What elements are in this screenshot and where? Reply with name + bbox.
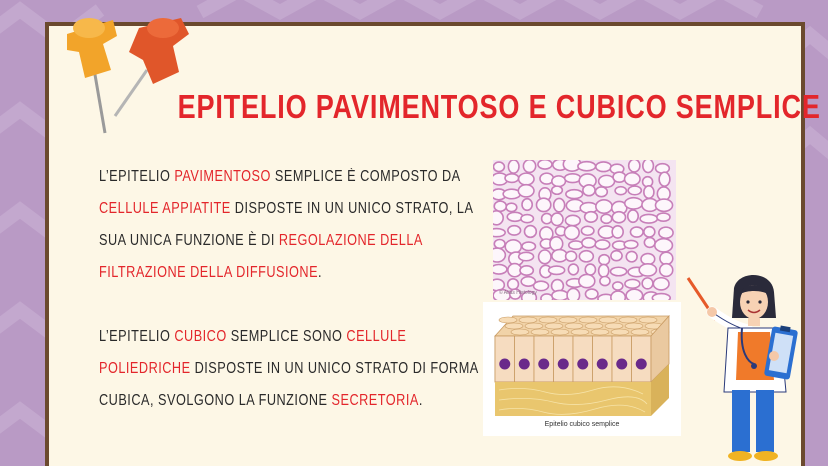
- alveolar-cell: [552, 186, 563, 194]
- highlight-term: CELLULE POLIEDRICHE: [99, 328, 407, 377]
- alveolar-cell: [659, 227, 673, 238]
- alveolar-cell: [611, 251, 622, 261]
- cell-apex: [631, 329, 649, 335]
- alveolar-cell: [655, 239, 673, 252]
- alveolar-cell: [585, 289, 598, 299]
- alveolar-cell: [552, 176, 566, 187]
- cell-apex: [591, 329, 609, 335]
- highlight-term: REGOLAZIONE DELLA FILTRAZIONE DELLA DIFFUSIONE: [99, 232, 423, 281]
- cell-nucleus: [519, 359, 530, 370]
- alveolar-cell: [644, 227, 655, 237]
- cell-apex: [519, 317, 537, 323]
- alveolar-cell: [660, 252, 673, 264]
- cell-apex: [625, 323, 643, 329]
- alveolar-cell: [639, 264, 656, 276]
- alveolar-cell: [596, 200, 612, 213]
- alveolar-cell: [644, 186, 654, 199]
- alveolar-cell: [659, 172, 670, 186]
- alveolar-cell: [522, 199, 532, 211]
- cell-nucleus: [577, 359, 588, 370]
- cell-nucleus: [636, 359, 647, 370]
- alveolar-cell: [601, 214, 612, 223]
- cell-apex: [639, 317, 657, 323]
- micrograph-credit: © Atlas Histology: [499, 290, 537, 296]
- alveolar-cell: [624, 240, 638, 248]
- alveolar-cell: [523, 160, 535, 172]
- paragraph-text: DISPOSTE IN UN UNICO STRATO DI FORMA CUBICA, SVOLGONO LA FUNZIONE: [99, 360, 479, 409]
- cell-apex: [499, 317, 517, 323]
- alveolar-cell: [508, 226, 521, 235]
- alveolar-cell: [578, 162, 596, 171]
- cell-apex: [539, 317, 557, 323]
- alveolar-cell: [568, 264, 578, 275]
- paragraph-cubico: [99, 321, 484, 417]
- alveolar-cell: [505, 240, 521, 254]
- alveolar-cell: [640, 214, 657, 223]
- cell-apex: [611, 329, 629, 335]
- alveolar-cell: [505, 174, 519, 183]
- alveolar-cell: [599, 255, 610, 265]
- alveolar-cell: [660, 264, 673, 277]
- alveolar-cell: [595, 240, 610, 249]
- cell-nucleus: [597, 359, 608, 370]
- alveolar-cell: [566, 190, 583, 199]
- alveolar-cell: [582, 238, 596, 248]
- alveolar-cell: [508, 160, 519, 173]
- alveolar-cell: [549, 266, 565, 274]
- alveolar-cell: [524, 226, 536, 238]
- alveolar-cell: [538, 160, 552, 169]
- alveolar-cell: [493, 211, 503, 225]
- cell-nucleus: [558, 359, 569, 370]
- cuboidal-figure-caption: Epitelio cubico semplice: [544, 421, 620, 428]
- alveolar-cell: [630, 227, 643, 237]
- cell-apex: [511, 329, 529, 335]
- alveolar-cell: [552, 290, 568, 300]
- cell-apex: [599, 317, 617, 323]
- alveolar-cell: [551, 213, 563, 225]
- cell-nucleus: [499, 359, 510, 370]
- alveolar-cell: [566, 251, 577, 261]
- alveolar-cell: [518, 185, 534, 197]
- alveolar-cell: [628, 210, 638, 222]
- alveolar-cell: [564, 226, 579, 240]
- cuboidal-epithelium-diagram: [483, 302, 681, 436]
- alveolar-cell: [629, 160, 640, 172]
- paragraph-text: SEMPLICE È COMPOSTO DA: [270, 168, 460, 185]
- alveolar-cell: [585, 212, 598, 223]
- alveolar-cell: [554, 198, 565, 211]
- cell-apex: [605, 323, 623, 329]
- alveolar-cell: [521, 215, 534, 223]
- alveolar-cell: [542, 213, 552, 223]
- alveolar-cell: [579, 251, 593, 262]
- alveolar-cell: [600, 276, 610, 285]
- alveolar-cell: [541, 294, 553, 300]
- cell-apex: [505, 323, 523, 329]
- alveolar-cell: [581, 226, 594, 235]
- alveolar-cell: [643, 160, 654, 173]
- alveolar-cell: [583, 185, 595, 196]
- alveolar-cell: [595, 187, 607, 197]
- cell-apex: [531, 329, 549, 335]
- alveolar-cell: [612, 212, 625, 223]
- push-pin-icon: [67, 18, 117, 133]
- alveolar-cell: [657, 213, 670, 221]
- highlight-term: PAVIMENTOSO: [174, 168, 271, 185]
- alveolar-cell: [652, 294, 670, 300]
- alveolar-cell: [656, 164, 670, 173]
- paragraph-text: .: [418, 392, 423, 409]
- cell-apex: [619, 317, 637, 323]
- highlight-term: SECRETORIA: [331, 392, 419, 409]
- alveolar-cell: [508, 279, 519, 290]
- alveolar-cell: [579, 274, 595, 287]
- alveolar-cell: [613, 172, 626, 182]
- squamous-epithelium-micrograph: [493, 160, 676, 300]
- alveolar-cell: [642, 278, 653, 289]
- alveolar-cell: [565, 215, 580, 225]
- alveolar-cell: [599, 175, 615, 187]
- alveolar-cell: [625, 173, 640, 185]
- alveolar-cell: [519, 252, 534, 260]
- alveolar-cell: [615, 187, 626, 195]
- highlight-term: CELLULE APPIATITE: [99, 200, 231, 217]
- alveolar-cell: [625, 198, 643, 209]
- alveolar-cell: [550, 237, 563, 251]
- alveolar-cell: [493, 229, 505, 237]
- paragraph-text: DISPOSTE IN UN UNICO STRATO, LA SUA UNICA FUNZIONE È DI: [99, 200, 473, 249]
- cell-nucleus: [538, 359, 549, 370]
- cell-apex: [559, 317, 577, 323]
- alveolar-cell: [507, 212, 522, 221]
- paragraph-text: L’EPITELIO: [99, 168, 175, 185]
- cell-apex: [551, 329, 569, 335]
- alveolar-cell: [613, 282, 623, 290]
- alveolar-cell: [641, 254, 655, 265]
- cell-apex: [545, 323, 563, 329]
- alveolar-cell: [567, 288, 579, 300]
- alveolar-cell: [569, 241, 583, 249]
- paragraph-text: SEMPLICE SONO: [226, 328, 347, 345]
- alveolar-cell: [612, 226, 623, 238]
- alveolar-cell: [519, 173, 534, 185]
- cell-apex: [565, 323, 583, 329]
- cell-nucleus: [616, 359, 627, 370]
- alveolar-cell: [611, 291, 625, 300]
- alveolar-cell: [655, 199, 672, 211]
- alveolar-cell: [599, 264, 609, 277]
- alveolar-cell: [493, 162, 504, 171]
- cell-apex: [525, 323, 543, 329]
- alveolar-cell: [585, 264, 595, 275]
- alveolar-cell: [565, 174, 581, 183]
- paragraph-text: L’EPITELIO: [99, 328, 175, 345]
- alveolar-cell: [522, 242, 536, 251]
- alveolar-cell: [653, 278, 669, 290]
- alveolar-cell: [493, 248, 505, 262]
- alveolar-cell: [626, 289, 642, 300]
- alveolar-cell: [506, 203, 517, 211]
- alveolar-cell: [494, 239, 505, 248]
- alveolar-cell: [493, 264, 507, 274]
- cell-apex: [585, 323, 603, 329]
- slide-title: EPITELIO PAVIMENTOSO E CUBICO SEMPLICE: [177, 88, 821, 125]
- teacher-illustration: [682, 272, 807, 466]
- alveolar-cell: [536, 198, 550, 211]
- alveolar-cell: [539, 250, 551, 264]
- cell-apex: [571, 329, 589, 335]
- alveolar-cell: [626, 251, 637, 261]
- alveolar-cell: [625, 279, 640, 288]
- alveolar-cell: [596, 162, 611, 172]
- alveolar-cell: [644, 238, 655, 248]
- alveolar-cell: [520, 266, 533, 275]
- cell-apex: [579, 317, 597, 323]
- paragraph-text: .: [318, 264, 323, 281]
- alveolar-cell: [611, 267, 627, 276]
- paragraph-pavimentoso: [99, 161, 484, 289]
- alveolar-cell: [628, 186, 641, 195]
- alveolar-cell: [494, 201, 506, 211]
- highlight-term: CUBICO: [174, 328, 227, 345]
